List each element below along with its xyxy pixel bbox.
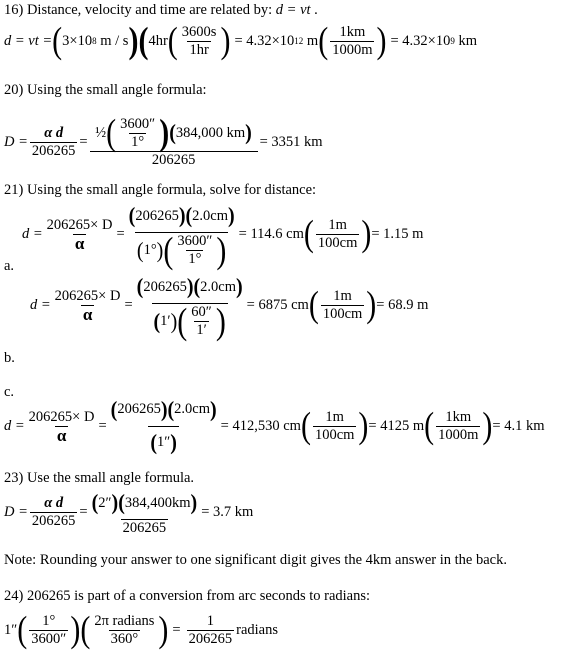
p23-distance: 384,400km [124, 494, 191, 511]
p21-b-intermediate: = 6875 cm [246, 296, 309, 313]
p20-substitution: ½ ( 3600″ 1° ) ( 384,000 km ) 206265 [90, 117, 258, 168]
p21-c-intermediate-2: = 4125 m [368, 417, 425, 434]
p21-b-equation: d = $\frac{206265\times D}{\alpha}$ = ( 206265 ) ( 2.0cm ) ( 1′ ) ( 60″ 1′ ) = 6875 cm ( 1m 100cm ) = 68.9 m [30, 274, 429, 342]
p20-result: = 3351 km [259, 133, 323, 150]
p21-a-intermediate: = 114.6 cm [238, 225, 304, 242]
p21-c-intermediate: = 412,530 cm [220, 417, 301, 434]
p20-distance: 384,000 km [175, 124, 246, 141]
p21-a-label: a. [4, 258, 15, 274]
p21-c-equation: d = $\frac{206265\times D}{\alpha}$ = ( 206265 ) ( 2.0cm ) ( 1″ ) = 412,530 cm ( 1m 100cm ) = 4125 m ( 1km 1000m ) = 4.1 km [4, 402, 545, 450]
p16-heading-text: 16) Distance, velocity and time are related by: [4, 2, 273, 18]
p20-formula: $\frac{\text{α d}}{206265}$ [31, 124, 76, 159]
p24-equation: 1″ ( 1° 3600″ ) ( 2π radians 360° ) = $\frac{1}{206265}$ radians [4, 608, 278, 650]
p16-lhs: d = vt = [4, 32, 53, 49]
note: Note: Rounding your answer to one significant digit gives the 4km answer in the back. [4, 552, 507, 568]
p24-heading: 24) 206265 is part of a conversion from arc seconds to radians: [4, 588, 371, 604]
p16-result: = 4.32×10 [390, 32, 451, 49]
p21-c-label: c. [4, 384, 15, 400]
p21-b-angle: 1′ [160, 313, 171, 329]
p16-velocity: 3×10 [62, 32, 93, 49]
p21-heading: 21) Using the small angle formula, solve for distance: [4, 182, 317, 198]
p16-conversion-1: 3600s 1hr [181, 23, 217, 58]
p20-half: ½ [95, 124, 107, 141]
p23-equation: D = $\frac{\text{α d}}{206265}$ = ( 2″ ) ( 384,400km ) 206265 = 3.7 km [4, 490, 254, 536]
p21-b-result: = 68.9 m [376, 296, 429, 313]
p20-lhs: D = [4, 133, 28, 150]
p21-a-equation: d = $\frac{206265\times D}{\alpha}$ = ( 206265 ) ( 2.0cm ) ( 1° ) ( 3600″ 1° ) = 114.6 cm ( 1m 100cm ) = 1.15 m [22, 203, 424, 271]
p16-conversion-2: 1km 1000m [332, 23, 373, 58]
p21-a-angle: 1° [143, 242, 157, 258]
p24-unit: radians [236, 621, 278, 638]
p16-relation: d = vt [275, 2, 311, 18]
p21-c-angle: 1″ [157, 434, 171, 450]
p21-a-result: = 1.15 m [371, 225, 424, 242]
p20-equation: D = $\frac{\text{α d}}{206265}$ = ½ ( 3600″ 1° ) ( 384,000 km ) 206265 = 3351 km [4, 111, 323, 168]
p23-angle: 2″ [98, 494, 112, 511]
p23-result: = 3.7 km [201, 503, 254, 520]
p23-heading: 23) Use the small angle formula. [4, 470, 195, 486]
p21-c-result: = 4.1 km [492, 417, 545, 434]
p20-heading: 20) Using the small angle formula: [4, 82, 207, 98]
p16-time: 4hr [148, 32, 168, 49]
p16-equation: d = vt = ( 3×10 8 m / s ) ( 4hr ( 3600s 1hr ) = 4.32×10 12 m ( 1km 1000m ) = 4.32×10 9 km [4, 19, 477, 61]
p21-b-label: b. [4, 350, 15, 366]
p16-velocity-unit: m / s [100, 32, 129, 49]
p16-intermediate: = 4.32×10 [234, 32, 295, 49]
p24-lhs: 1″ [4, 621, 18, 638]
p16-heading: 16) Distance, velocity and time are related by: d = vt . [4, 2, 318, 18]
